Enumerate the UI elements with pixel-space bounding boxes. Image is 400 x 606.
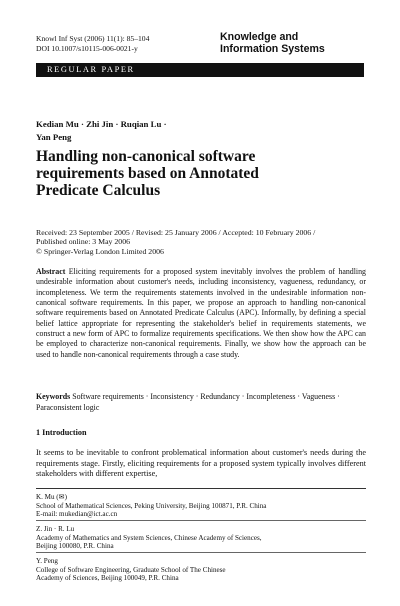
doi: DOI 10.1007/s10115-006-0021-y	[36, 43, 138, 53]
footnote-mu-email: E-mail: mukedian@ict.ac.cn	[36, 510, 118, 519]
footnote-mu	[36, 493, 366, 519]
footnote-separator	[36, 520, 366, 521]
title-line2: requirements based on Annotated	[36, 165, 259, 182]
authors-line2: Yan Peng	[36, 132, 72, 142]
keywords	[36, 392, 366, 413]
footnote-peng-affiliation: College of Software Engineering, Graduate School of The Chinese	[36, 565, 226, 574]
footnote-jin-lu-address: Beijing 100080, P.R. China	[36, 542, 114, 551]
abstract-label: Abstract	[36, 267, 66, 276]
author-list	[36, 118, 336, 144]
title-line1: Handling non-canonical software	[36, 148, 256, 165]
abstract	[36, 267, 366, 360]
footnote-peng	[36, 557, 366, 583]
footnote-jin-lu-name: Z. Jin · R. Lu	[36, 525, 75, 533]
journal-name-line2: Information Systems	[220, 43, 325, 55]
journal-name	[220, 31, 360, 55]
paper-title	[36, 148, 346, 199]
title-line3: Predicate Calculus	[36, 182, 161, 199]
journal-reference	[36, 34, 149, 53]
section-heading: 1 Introduction	[36, 428, 87, 437]
footnote-separator	[36, 552, 366, 553]
copyright: © Springer-Verlag London Limited 2006	[36, 246, 164, 256]
footnote-mu-name: K. Mu (✉)	[36, 493, 67, 501]
keywords-text: Software requirements · Inconsistency · Redundancy · Incompleteness · Vagueness · Paraconsistent logic	[36, 392, 340, 412]
abstract-text: Eliciting requirements for a proposed system inevitably involves the problem of handling undesirable information about customer's needs, including inconsistency, vagueness, redundancy, or incompleteness. We term the requirements statements involved in the undesirable information non-canonical software requirements. In this paper, we propose an approach to handling non-canonical software requirements based on Annotated Predicate Calculus (APC). Informally, by defining a special belief lattice appropriate for representing the stakeholder's belief in requirements statements, we construct a new form of APC to formalize requirements specifications. We then show how the APC can be employed to characterize non-canonical requirements. Finally, we show how the approach can be used to handle non-canonical requirements through a case study.	[36, 267, 366, 359]
publication-history	[36, 228, 366, 256]
intro-paragraph: It seems to be inevitable to confront problematical information about customer's needs during the requirements stage. Firstly, eliciting requirements for a proposed system typically involves different stakeholders with different expertise,	[36, 448, 366, 479]
journal-name-line1: Knowledge and	[220, 31, 299, 43]
footnote-peng-name: Y. Peng	[36, 557, 58, 565]
footnote-mu-affiliation: School of Mathematical Sciences, Peking University, Beijing 100871, P.R. China	[36, 501, 267, 510]
journal-citation: Knowl Inf Syst (2006) 11(1): 85–104	[36, 34, 150, 43]
history-dates: Received: 23 September 2005 / Revised: 25 January 2006 / Accepted: 10 February 2006 /	[36, 228, 316, 237]
footnote-peng-address: Academy of Sciences, Beijing 100049, P.R. China	[36, 574, 179, 583]
authors-line1: Kedian Mu · Zhi Jin · Ruqian Lu ·	[36, 119, 167, 129]
keywords-label: Keywords	[36, 392, 71, 401]
history-published: Published online: 3 May 2006	[36, 237, 130, 247]
footnote-divider	[36, 488, 366, 489]
footnote-jin-lu	[36, 525, 366, 551]
footnote-jin-lu-affiliation: Academy of Mathematics and System Sciences, Chinese Academy of Sciences,	[36, 533, 262, 542]
article-type-banner: REGULAR PAPER	[36, 63, 364, 77]
